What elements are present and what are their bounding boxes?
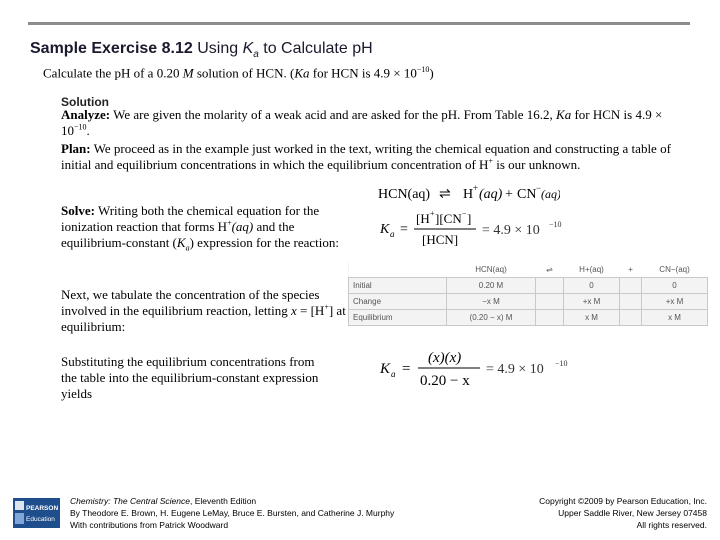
eq1-left: HCN(aq) — [378, 187, 431, 202]
header-cn: CN−(aq) — [642, 262, 708, 278]
eq1-cnsup: − — [536, 183, 542, 193]
plan-paragraph: Plan: We proceed as in the example just worked in the text, writing the chemical equation and constructing a table of initial and equilibrium concentrations in which the equilibrium concentration of H+ is our unknown. — [61, 141, 671, 172]
eq1-haq: (aq) — [479, 187, 503, 202]
title-suffix: to Calculate pH — [258, 40, 373, 57]
logo-line2: Education — [26, 516, 55, 523]
eq2-value: = 4.9 × 10 — [482, 223, 540, 238]
page-title — [30, 40, 373, 60]
ka-expression — [378, 208, 578, 250]
eq1-arrow: ⇌ — [439, 187, 451, 202]
analyze-paragraph: Analyze: We are given the molarity of a weak acid and are asked for the pH. From Table 16.2, Ka for HCN is $4.9 \times 10^{-10}$. — [61, 107, 663, 138]
ice-table-header — [349, 262, 708, 278]
eq2-k: K — [380, 222, 390, 237]
solve-paragraph: Solve: Writing both the chemical equation for the ionization reaction that forms H+(aq) and the equilibrium-constant $(K_a)$ expression for the reaction: — [61, 203, 340, 253]
footer-book-title: Chemistry: The Central Science — [70, 496, 190, 506]
substituted-expression — [378, 345, 578, 390]
title-ka-a: a — [253, 49, 259, 61]
eq2-num-sup1: + — [430, 209, 435, 218]
footer-citation: Chemistry: The Central Science, Eleventh Edition By Theodore E. Brown, H. Eugene LeMay, Bruce E. Bursten, and Catherine J. Murphy With contributions from Patrick Woodward — [70, 496, 395, 530]
substitute-paragraph: Substituting the equilibrium concentrations from the table into the equilibrium-constant expression yields — [61, 354, 319, 401]
eq2-num-sup2: − — [462, 209, 467, 218]
eq2-exp: −10 — [549, 220, 562, 229]
title-middle: Using — [192, 40, 243, 57]
eq3-k: K — [380, 361, 391, 377]
eq2-den: [HCN] — [422, 232, 459, 247]
table-row: Initial 0.20 M 0 0 — [349, 278, 708, 294]
table-row: Change −x M +x M +x M — [349, 294, 708, 310]
tabulate-paragraph: Next, we tabulate the concentration of the species involved in the equilibrium reaction, letting x = [H+] at equilibrium: — [61, 287, 346, 334]
eq1-plus: + — [505, 187, 513, 202]
solution-label: Solution — [61, 95, 109, 109]
title-ka-k: K — [242, 40, 254, 57]
header-arrow: ⇌ — [536, 262, 564, 278]
eq3-den: 0.20 − x — [420, 373, 470, 389]
eq3-exp: −10 — [555, 359, 568, 368]
table-row: Equilibrium (0.20 − x) M x M x M — [349, 310, 708, 326]
eq1-hsup: + — [473, 183, 479, 193]
eq3-eq: = — [402, 361, 411, 377]
eq3-value: = 4.9 × 10 — [486, 362, 544, 377]
eq1-cnaq: (aq) — [541, 187, 560, 201]
eq1-h: H — [463, 187, 474, 202]
eq2-num-a: [H — [416, 211, 430, 226]
problem-statement: Calculate the pH of a 0.20 M solution of HCN. (Ka for HCN is $4.9 \times 10^{-10}$) — [43, 65, 434, 81]
header-plus: + — [620, 262, 642, 278]
ionization-equation — [375, 182, 560, 204]
pearson-logo — [13, 498, 60, 528]
eq3-a: a — [391, 369, 396, 379]
footer-contributions: With contributions from Patrick Woodward — [70, 520, 229, 530]
top-rule — [28, 22, 690, 25]
header-hcn: HCN(aq) — [447, 262, 536, 278]
eq2-num-b: ][CN — [435, 211, 462, 226]
eq1-cn: CN — [517, 187, 537, 202]
logo-line1: PEARSON — [26, 505, 59, 512]
eq2-eq-sign: = — [400, 222, 408, 237]
header-h: H+(aq) — [564, 262, 620, 278]
footer-copyright: Copyright ©2009 by Pearson Education, Inc. Upper Saddle River, New Jersey 07458 All rights reserved. — [539, 496, 707, 530]
eq2-a: a — [390, 229, 395, 239]
ice-table — [348, 262, 708, 326]
eq2-num-c: ] — [467, 211, 472, 226]
footer-authors: By Theodore E. Brown, H. Eugene LeMay, Bruce E. Bursten, and Catherine J. Murphy — [70, 508, 395, 518]
eq3-num: (x)(x) — [428, 350, 462, 366]
title-prefix: Sample Exercise 8.12 — [30, 40, 193, 57]
